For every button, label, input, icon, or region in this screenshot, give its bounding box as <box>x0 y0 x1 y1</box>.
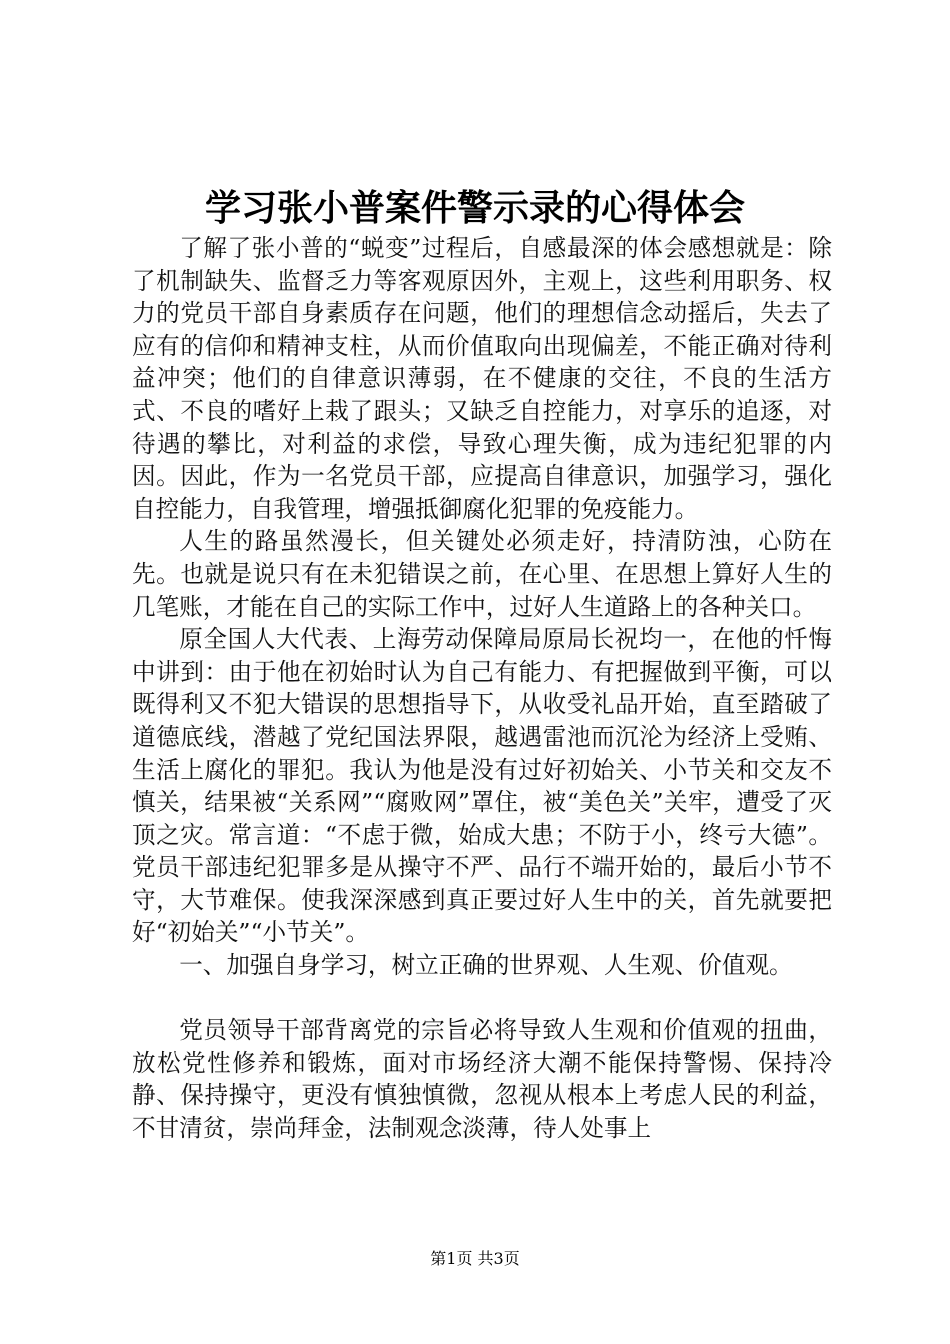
section-heading: 一、加强自身学习，树立正确的世界观、人生观、价值观。 <box>179 951 793 980</box>
page-footer: 第1页 共3页 <box>430 1249 520 1268</box>
document-title: 学习张小普案件警示录的心得体会 <box>204 187 745 229</box>
document-body <box>132 232 832 1145</box>
paragraph-1: 了解了张小普的“蜕变”过程后，自感最深的体会感想就是：除了机制缺失、监督乏力等客观原因外，主观上，这些利用职务、权力的党员干部自身素质存在问题，他们的理想信念动摇后，失去了应有的信仰和精神支柱，从而价值取向出现偏差，不能正确对待利益冲突；他们的自律意识薄弱，在不健康的交往，不良的生活方式、不良的嗜好上栽了跟头；又缺乏自控能力，对享乐的追逐，对待遇的攀比，对利益的求偿，导致心理失衡，成为违纪犯罪的内因。因此，作为一名党员干部，应提高自律意识，加强学习，强化自控能力，自我管理，增强抵御腐化犯罪的免疫能力。 <box>132 234 832 523</box>
paragraph-3: 原全国人大代表、上海劳动保障局原局长祝均一，在他的忏悔中讲到：由于他在初始时认为自己有能力、有把握做到平衡，可以既得利又不犯大错误的思想指导下，从收受礼品开始，直至踏破了道德底线，潜越了党纪国法界限，越遇雷池而沉沦为经济上受贿、生活上腐化的罪犯。我认为他是没有过好初始关、小节关和交友不慎关，结果被“关系网”“腐败网”罩住，被“美色关”关牢，遭受了灭顶之灾。常言道：“不虑于微，始成大患；不防于小，终亏大德”。党员干部违纪犯罪多是从操守不严、品行不端开始的，最后小节不守，大节难保。使我深深感到真正要过好人生中的关，首先就要把好“初始关”“小节关”。 <box>132 625 832 947</box>
paragraph-4: 党员领导干部背离党的宗旨必将导致人生观和价值观的扭曲，放松党性修养和锻炼，面对市场经济大潮不能保持警惕、保持冷静、保持操守，更没有慎独慎微，忽视从根本上考虑人民的利益，不甘清贫，崇尚拜金，法制观念淡薄，待人处事上 <box>132 1016 832 1143</box>
paragraph-2: 人生的路虽然漫长，但关键处必须走好，持清防浊，心防在先。也就是说只有在未犯错误之前，在心里、在思想上算好人生的几笔账，才能在自己的实际工作中，过好人生道路上的各种关口。 <box>132 527 832 621</box>
